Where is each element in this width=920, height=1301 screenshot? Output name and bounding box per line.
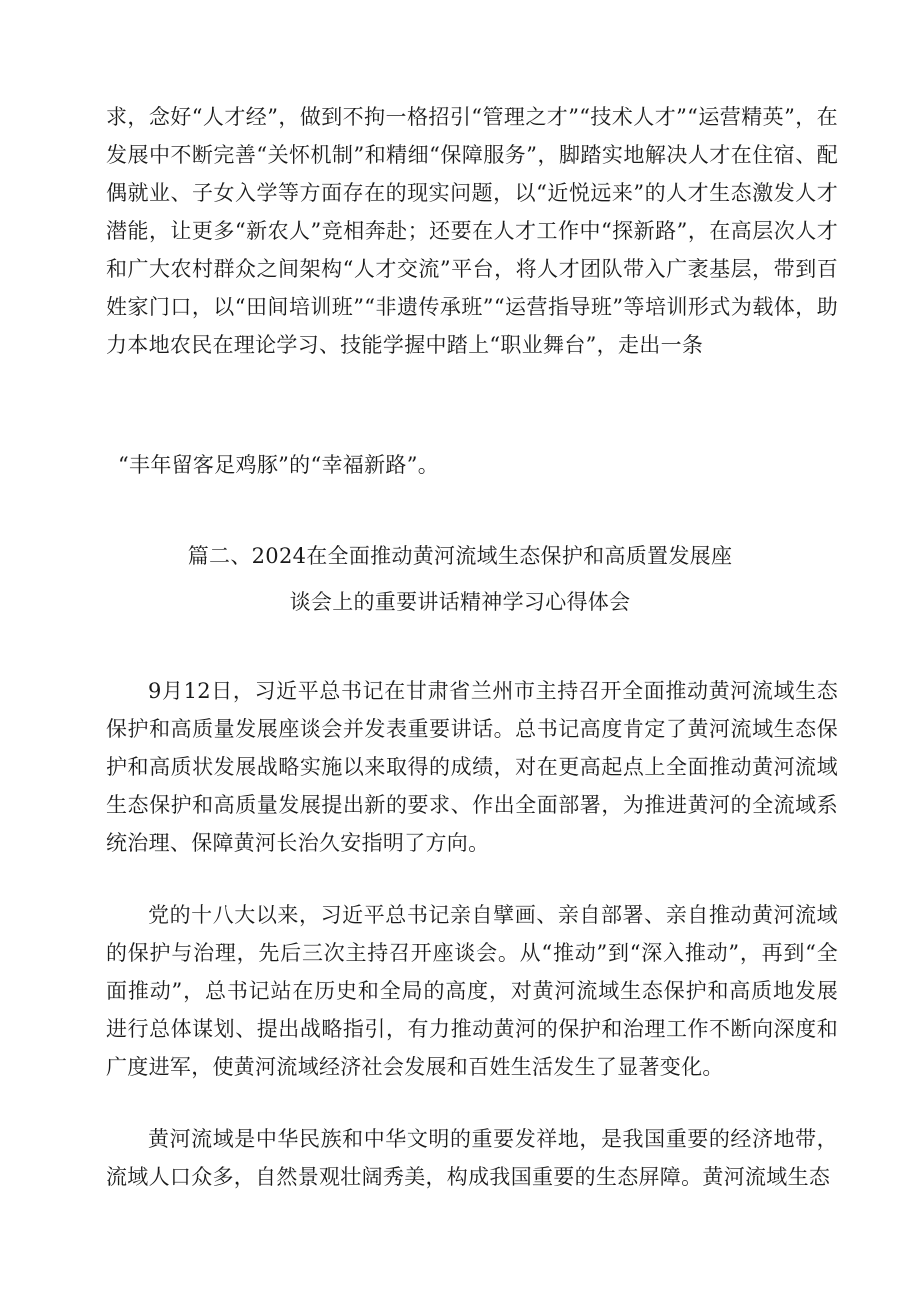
section-title-line-1: 篇二、2024在全面推动黄河流域生态保护和高质置发展座 xyxy=(187,544,733,568)
body-paragraph-1: 9月12日，习近平总书记在甘肃省兰州市主持召开全面推动黄河流域生态保护和高质量发展座谈会并发表重要讲话。总书记高度肯定了黄河流域生态保护和高质状发展战略实施以来取得的成绩，对在更高起点上全面推动黄河流域生态保护和高质量发展提出新的要求、作出全面部署，为推进黄河的全流域系统治理、保障黄河长治久安指明了方向。 xyxy=(106,679,838,855)
body-paragraph-3: 黄河流域是中华民族和中华文明的重要发祥地，是我国重要的经济地带，流域人口众多，自然景观壮阔秀美，构成我国重要的生态屏障。黄河流域生态 xyxy=(106,1127,838,1189)
section-title-line-2: 谈会上的重要讲话精神学习心得体会 xyxy=(289,590,631,614)
body-paragraph-tail: “丰年留客足鸡豚”的“幸福新路”。 xyxy=(118,453,440,477)
body-paragraph-continued: 求，念好“人才经”，做到不拘一格招引“管理之才”“技术人才”“运营精英”，在发展中不断完善“关怀机制”和精细“保障服务”，脚踏实地解决人才在住宿、配偶就业、子女入学等方面存在的现实问题，以“近悦远来”的人才生态激发人才潜能，让更多“新农人”竞相奔赴；还要在人才工作中“探新路”，在高层次人才和广大农村群众之间架构“人才交流”平台，将人才团队带入广袤基层，带到百姓家门口，以“田间培训班”“非遗传承班”“运营指导班”等培训形式为载体，助力本地农民在理论学习、技能学握中踏上“职业舞台”，走出一条 xyxy=(106,105,838,357)
body-paragraph-2: 党的十八大以来，习近平总书记亲自擘画、亲自部署、亲自推动黄河流域的保护与治理，先后三次主持召开座谈会。从“推动”到“深入推动”，再到“全面推动”，总书记站在历史和全局的高度，对黄河流域生态保护和高质地发展进行总体谋划、提出战略指引，有力推动黄河的保护和治理工作不断向深度和广度进军，使黄河流域经济社会发展和百姓生活发生了显著变化。 xyxy=(106,903,838,1079)
